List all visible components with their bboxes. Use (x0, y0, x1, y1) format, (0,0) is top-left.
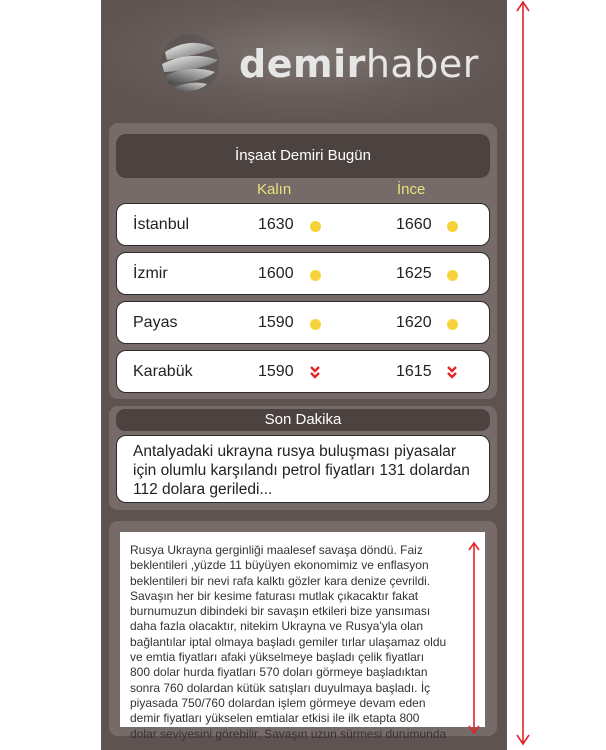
column-header-ince: İnce (397, 181, 426, 198)
article-text: Rusya Ukrayna gerginliği maalesef savaşa döndü. Faiz beklentileri ,yüzde 11 büyüyen ekonomimiz ve enflasyon beklentileri bir nevi rafa kalktı gözler kara denize çevrildi. Savaşın her bir kesime faturası mutlak çıkacaktır fakat burnumuzun dibindeki bir savaşın etkileri bize yansıması daha fazla olacaktır, nitekim Ukrayna ve Rusya'yla olan bağlantılar iptal olmaya başladı gemiler tırlar ulaşamaz oldu ve emtia fiyatları afaki yükselmeye başladı çelik fiyatları 800 dolar hurda fiyatları 570 doları görmeye başladıktan sonra 760 dolardan kütük satışları duyulmaya başladı. İç piyasada 750/760 dolardan işlem görmeye devam eden demir fiyatları yükselen emtialar etkisi ile ilk etapta 800 dolar seviyesini görebilir. Savaşın uzun sürmesi durumunda (130, 543, 447, 741)
ince-price: 1660 (396, 216, 432, 233)
app-header (101, 0, 507, 120)
breaking-news-title: Son Dakika (116, 409, 490, 431)
scroll-indicator-arrow-icon (467, 541, 481, 735)
ribbon-sphere-icon (159, 32, 221, 94)
stable-dot-icon (310, 221, 321, 232)
double-chevron-down-icon (309, 365, 321, 379)
price-row-izmir[interactable] (116, 252, 490, 295)
kalin-price: 1590 (258, 314, 294, 331)
city-name: Payas (133, 314, 178, 331)
stable-dot-icon (310, 270, 321, 281)
breaking-news-headline[interactable]: Antalyadaki ukrayna rusya buluşması piyasalar için olumlu karşılandı petrol fiyatları 131 dolardan 112 dolara geriledi... (116, 435, 490, 503)
city-name: Karabük (133, 363, 193, 380)
breaking-news-panel (109, 406, 497, 510)
article-scroll-area[interactable] (120, 532, 485, 741)
stable-dot-icon (447, 319, 458, 330)
ince-price: 1625 (396, 265, 432, 282)
kalin-price: 1590 (258, 363, 294, 380)
stable-dot-icon (447, 270, 458, 281)
city-name: İzmir (133, 265, 168, 282)
city-name: İstanbul (133, 216, 190, 233)
price-row-karabuk[interactable] (116, 350, 490, 393)
ince-price: 1620 (396, 314, 432, 331)
ince-price: 1615 (396, 363, 432, 380)
column-header-kalin: Kalın (257, 181, 292, 198)
page-height-arrow-icon (515, 0, 531, 746)
double-chevron-down-icon (446, 365, 458, 379)
article-panel (109, 521, 497, 741)
price-row-istanbul[interactable] (116, 203, 490, 246)
stable-dot-icon (310, 319, 321, 330)
app-screen (101, 0, 507, 750)
prices-title: İnşaat Demiri Bugün (116, 134, 490, 178)
kalin-price: 1600 (258, 265, 294, 282)
stable-dot-icon (447, 221, 458, 232)
price-row-payas[interactable] (116, 301, 490, 344)
brand-logo-text: demirhaber (239, 42, 479, 86)
prices-panel (109, 123, 497, 399)
kalin-price: 1630 (258, 216, 294, 233)
